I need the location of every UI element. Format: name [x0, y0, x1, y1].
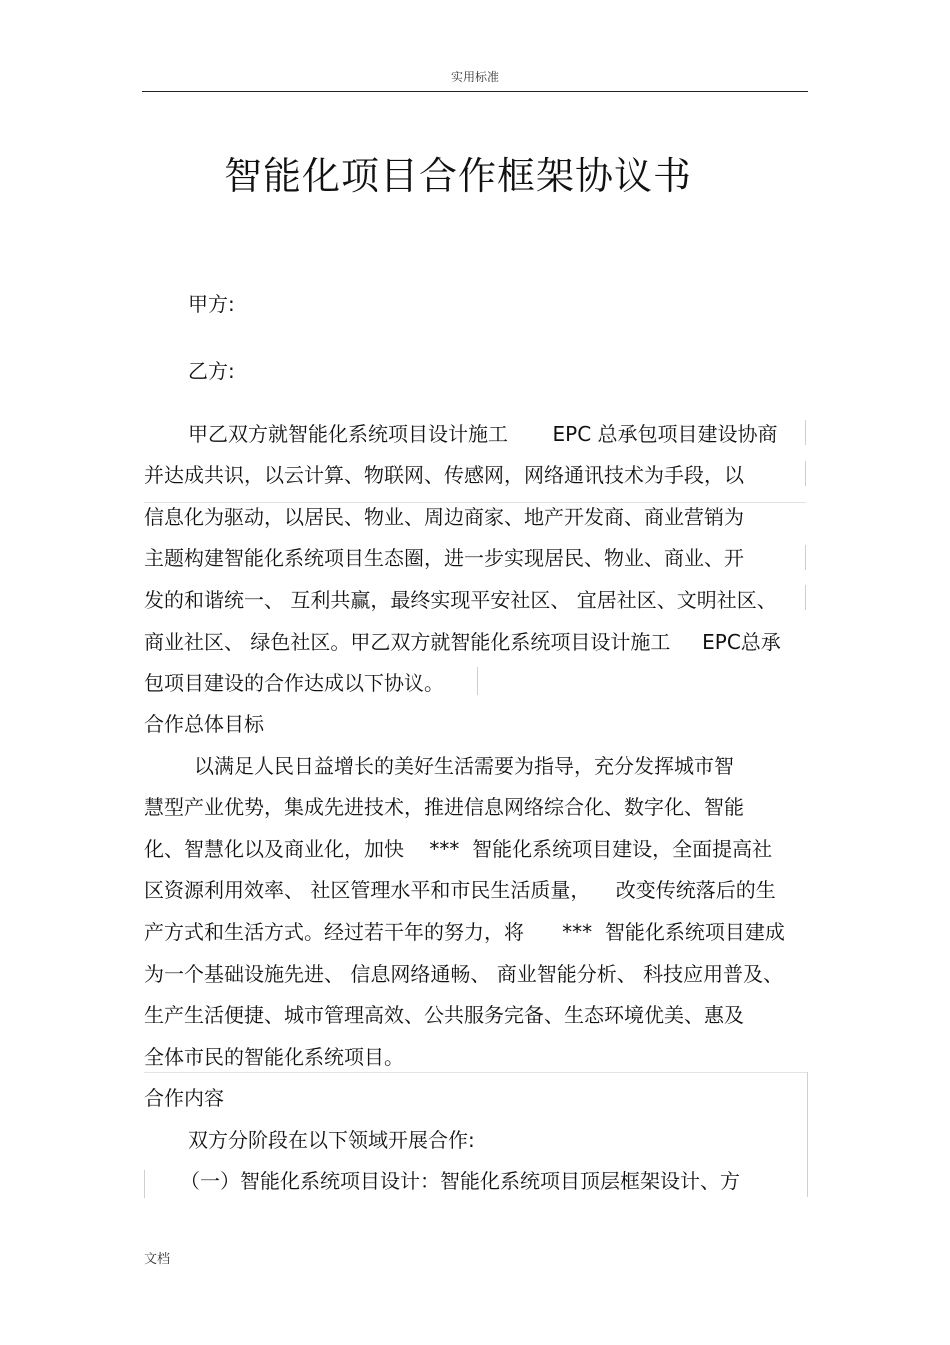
scan-artifact [805, 545, 806, 570]
goals-line: 区资源利用效率、 社区管理水平和市民生活质量， 改变传统落后的生 [144, 878, 776, 902]
party-b-label: 乙方: [188, 359, 235, 383]
intro-line: 主题构建智能化系统项目生态圈，进一步实现居民、物业、商业、开 [144, 546, 744, 570]
intro-line: 商业社区、 绿色社区。甲乙双方就智能化系统项目设计施工 EPC总承 [144, 630, 781, 654]
section-heading-goals: 合作总体目标 [144, 712, 264, 736]
intro-line: 包项目建设的合作达成以下协议。 [144, 671, 444, 695]
section-heading-content: 合作内容 [144, 1086, 224, 1110]
content-intro: 双方分阶段在以下领域开展合作: [188, 1128, 475, 1152]
page-footer: 文档 [144, 1252, 171, 1267]
scan-artifact [807, 1072, 808, 1197]
party-a-label: 甲方: [188, 292, 235, 316]
page-header: 实用标准 [450, 70, 499, 84]
header-rule [142, 91, 808, 92]
goals-line: 生产生活便捷、城市管理高效、公共服务完备、生态环境优美、惠及 [144, 1003, 744, 1027]
scan-artifact [805, 420, 806, 445]
scan-artifact [144, 1072, 808, 1073]
intro-line: 并达成共识，以云计算、物联网、传感网，网络通讯技术为手段，以 [144, 463, 744, 487]
scan-artifact [477, 667, 478, 695]
goals-line: 为一个基础设施先进、 信息网络通畅、 商业智能分析、 科技应用普及、 [144, 962, 784, 986]
scan-artifact [144, 1170, 145, 1198]
intro-line: 信息化为驱动，以居民、物业、周边商家、地产开发商、商业营销为 [144, 505, 744, 529]
document-title: 智能化项目合作框架协议书 [223, 154, 692, 198]
intro-line: 发的和谐统一、 互利共赢，最终实现平安社区、 宜居社区、文明社区、 [144, 588, 777, 612]
scan-artifact [805, 585, 806, 610]
goals-line: 慧型产业优势，集成先进技术，推进信息网络综合化、数字化、智能 [144, 795, 744, 819]
goals-line: 化、智慧化以及商业化，加快 *** 智能化系统项目建设，全面提高社 [144, 837, 773, 861]
goals-line: 产方式和生活方式。经过若干年的努力，将 *** 智能化系统项目建成 [144, 920, 785, 944]
intro-line: 甲乙双方就智能化系统项目设计施工 EPC 总承包项目建设协商 [188, 422, 778, 446]
goals-line: 全体市民的智能化系统项目。 [144, 1045, 404, 1069]
scan-artifact [805, 461, 806, 486]
content-item-1: （一）智能化系统项目设计：智能化系统项目顶层框架设计、方 [180, 1169, 740, 1193]
goals-line: 以满足人民日益增长的美好生活需要为指导，充分发挥城市智 [194, 754, 734, 778]
